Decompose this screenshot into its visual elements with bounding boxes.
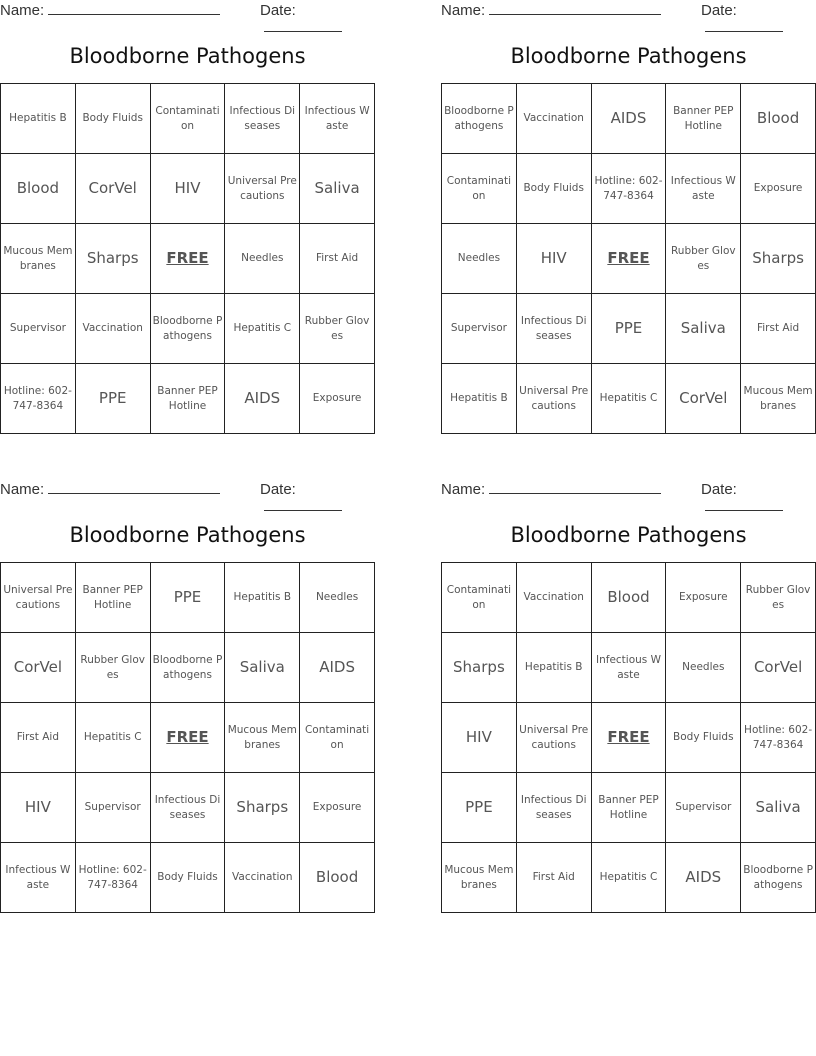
bingo-cell[interactable]: Body Fluids [76, 84, 151, 154]
bingo-cell[interactable]: Mucous Membranes [741, 364, 816, 434]
bingo-cell[interactable]: Blood [1, 154, 76, 224]
bingo-card [441, 0, 816, 434]
bingo-cell[interactable]: Vaccination [225, 843, 300, 913]
bingo-cell[interactable]: Infectious Waste [666, 154, 741, 224]
card-title: Bloodborne Pathogens [510, 523, 747, 547]
bingo-grid [441, 83, 816, 434]
name-blank-line[interactable] [489, 14, 661, 15]
bingo-cell[interactable]: Needles [300, 563, 375, 633]
bingo-cell[interactable]: CorVel [741, 633, 816, 703]
bingo-cell[interactable]: CorVel [76, 154, 151, 224]
bingo-cell[interactable]: Banner PEP Hotline [592, 773, 667, 843]
bingo-cell[interactable]: Saliva [741, 773, 816, 843]
name-label [0, 2, 220, 19]
bingo-cell[interactable]: Infectious Waste [592, 633, 667, 703]
name-blank-line[interactable] [48, 493, 220, 494]
bingo-cell[interactable]: Needles [225, 224, 300, 294]
bingo-cell[interactable]: Sharps [442, 633, 517, 703]
name-label [441, 481, 661, 498]
bingo-cell[interactable]: Needles [666, 633, 741, 703]
bingo-cell[interactable]: PPE [76, 364, 151, 434]
name-label-text: Name: [0, 2, 45, 19]
bingo-cell[interactable]: Infectious Diseases [517, 294, 592, 364]
bingo-grid [0, 562, 375, 913]
date-label-text: Date: [260, 2, 296, 19]
date-blank-line[interactable] [705, 510, 783, 511]
bingo-cell[interactable]: Hepatitis B [517, 633, 592, 703]
bingo-cell[interactable]: Supervisor [442, 294, 517, 364]
name-date-row [441, 0, 816, 22]
name-date-row [441, 479, 816, 501]
bingo-cell[interactable]: AIDS [666, 843, 741, 913]
bingo-cell[interactable]: AIDS [592, 84, 667, 154]
date-label [260, 481, 375, 515]
bingo-card [0, 0, 375, 434]
bingo-cell[interactable]: Body Fluids [151, 843, 226, 913]
date-blank-line[interactable] [264, 31, 342, 32]
name-blank-line[interactable] [48, 14, 220, 15]
name-label-text: Name: [441, 2, 486, 19]
bingo-cell[interactable]: Mucous Membranes [442, 843, 517, 913]
bingo-cell[interactable]: Infectious Waste [1, 843, 76, 913]
bingo-cell[interactable]: Rubber Gloves [76, 633, 151, 703]
bingo-cell[interactable]: Bloodborne Pathogens [151, 633, 226, 703]
bingo-cell[interactable]: AIDS [225, 364, 300, 434]
bingo-cell[interactable]: Contamination [300, 703, 375, 773]
date-label [260, 2, 375, 36]
bingo-cell[interactable]: First Aid [517, 843, 592, 913]
bingo-cell[interactable]: Infectious Diseases [517, 773, 592, 843]
bingo-cell[interactable]: Infectious Waste [300, 84, 375, 154]
bingo-cell[interactable]: First Aid [741, 294, 816, 364]
bingo-cell[interactable]: Supervisor [666, 773, 741, 843]
bingo-cell[interactable]: Blood [741, 84, 816, 154]
bingo-cell[interactable]: Blood [592, 563, 667, 633]
bingo-card [441, 479, 816, 913]
bingo-cell[interactable]: Hotline: 602-747-8364 [741, 703, 816, 773]
bingo-cell[interactable]: First Aid [1, 703, 76, 773]
bingo-cell[interactable]: Mucous Membranes [1, 224, 76, 294]
bingo-cell[interactable]: CorVel [666, 364, 741, 434]
bingo-grid [0, 83, 375, 434]
bingo-cell[interactable]: CorVel [1, 633, 76, 703]
bingo-cell[interactable]: Vaccination [517, 563, 592, 633]
bingo-cell[interactable]: Universal Precautions [1, 563, 76, 633]
name-date-row [0, 0, 375, 22]
bingo-cell[interactable]: Hepatitis C [225, 294, 300, 364]
bingo-cell[interactable]: HIV [1, 773, 76, 843]
bingo-grid [441, 562, 816, 913]
bingo-cell[interactable]: Sharps [741, 224, 816, 294]
bingo-cell[interactable]: Sharps [225, 773, 300, 843]
bingo-cell[interactable]: Hepatitis C [592, 364, 667, 434]
bingo-card [0, 479, 375, 913]
bingo-cell[interactable]: Hepatitis C [592, 843, 667, 913]
bingo-cell[interactable]: Exposure [741, 154, 816, 224]
bingo-cell[interactable]: Saliva [666, 294, 741, 364]
free-space-cell[interactable]: FREE [592, 703, 667, 773]
name-label-text: Name: [441, 481, 486, 498]
bingo-cell[interactable]: HIV [151, 154, 226, 224]
bingo-cell[interactable]: Banner PEP Hotline [151, 364, 226, 434]
free-space-cell[interactable]: FREE [151, 703, 226, 773]
bingo-cell[interactable]: Vaccination [517, 84, 592, 154]
name-blank-line[interactable] [489, 493, 661, 494]
bingo-cell[interactable]: Body Fluids [517, 154, 592, 224]
bingo-cell[interactable]: Rubber Gloves [741, 563, 816, 633]
bingo-cell[interactable]: Universal Precautions [517, 703, 592, 773]
name-date-row [0, 479, 375, 501]
bingo-cell[interactable]: Sharps [76, 224, 151, 294]
bingo-cell[interactable]: Bloodborne Pathogens [442, 84, 517, 154]
bingo-cell[interactable]: Exposure [666, 563, 741, 633]
bingo-cell[interactable]: Hepatitis B [1, 84, 76, 154]
bingo-cell[interactable]: Universal Precautions [225, 154, 300, 224]
date-label-text: Date: [260, 481, 296, 498]
bingo-cell[interactable]: Vaccination [76, 294, 151, 364]
bingo-cell[interactable]: HIV [517, 224, 592, 294]
bingo-cell[interactable]: Rubber Gloves [666, 224, 741, 294]
bingo-cell[interactable]: Infectious Diseases [151, 773, 226, 843]
date-blank-line[interactable] [705, 31, 783, 32]
bingo-cell[interactable]: Supervisor [76, 773, 151, 843]
name-label [0, 481, 220, 498]
bingo-cell[interactable]: HIV [442, 703, 517, 773]
bingo-cell[interactable]: Saliva [225, 633, 300, 703]
card-title: Bloodborne Pathogens [69, 523, 306, 547]
date-label-text: Date: [701, 2, 737, 19]
bingo-cell[interactable]: Banner PEP Hotline [666, 84, 741, 154]
bingo-cell[interactable]: PPE [592, 294, 667, 364]
bingo-cell[interactable]: Hepatitis B [442, 364, 517, 434]
date-label-text: Date: [701, 481, 737, 498]
bingo-cell[interactable]: Body Fluids [666, 703, 741, 773]
bingo-cell[interactable]: Hepatitis B [225, 563, 300, 633]
free-space-cell[interactable]: FREE [151, 224, 226, 294]
bingo-cell[interactable]: PPE [151, 563, 226, 633]
date-label [701, 2, 816, 36]
name-label [441, 2, 661, 19]
bingo-cell[interactable]: Exposure [300, 364, 375, 434]
bingo-cell[interactable]: Banner PEP Hotline [76, 563, 151, 633]
bingo-cell[interactable]: Hotline: 602-747-8364 [592, 154, 667, 224]
bingo-cell[interactable]: AIDS [300, 633, 375, 703]
bingo-cell[interactable]: Bloodborne Pathogens [741, 843, 816, 913]
bingo-cell[interactable]: Hepatitis C [76, 703, 151, 773]
bingo-cell[interactable]: Universal Precautions [517, 364, 592, 434]
bingo-cell[interactable]: Blood [300, 843, 375, 913]
card-title: Bloodborne Pathogens [510, 44, 747, 68]
date-blank-line[interactable] [264, 510, 342, 511]
date-label [701, 481, 816, 515]
free-space-cell[interactable]: FREE [592, 224, 667, 294]
bingo-cell[interactable]: First Aid [300, 224, 375, 294]
bingo-cell[interactable]: Infectious Diseases [225, 84, 300, 154]
bingo-cell[interactable]: Saliva [300, 154, 375, 224]
bingo-cell[interactable]: Hotline: 602-747-8364 [1, 364, 76, 434]
bingo-cell[interactable]: Mucous Membranes [225, 703, 300, 773]
bingo-cell[interactable]: Exposure [300, 773, 375, 843]
bingo-cell[interactable]: Rubber Gloves [300, 294, 375, 364]
card-title: Bloodborne Pathogens [69, 44, 306, 68]
name-label-text: Name: [0, 481, 45, 498]
bingo-cell[interactable]: Bloodborne Pathogens [151, 294, 226, 364]
bingo-cell[interactable]: Hotline: 602-747-8364 [76, 843, 151, 913]
bingo-cell[interactable]: Supervisor [1, 294, 76, 364]
bingo-cell[interactable]: Needles [442, 224, 517, 294]
bingo-cell[interactable]: Contamination [151, 84, 226, 154]
bingo-cell[interactable]: PPE [442, 773, 517, 843]
bingo-cell[interactable]: Contamination [442, 154, 517, 224]
bingo-cell[interactable]: Contamination [442, 563, 517, 633]
